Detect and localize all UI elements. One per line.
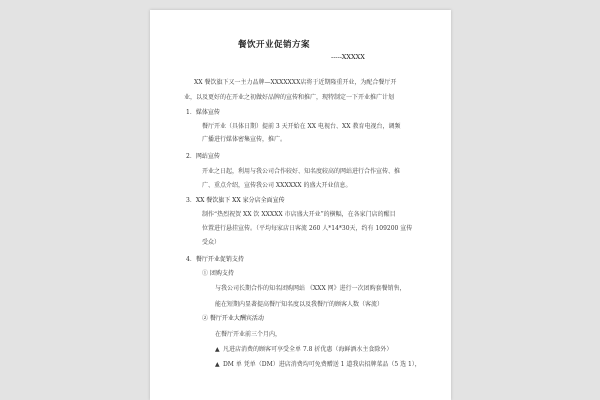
subsection-line: 能在短期内显著提高餐厅知名度以及我餐厅的顾客人数（客流） bbox=[215, 301, 384, 308]
section-heading: 2．网站宣传 bbox=[186, 153, 220, 160]
bullet-item: DM 单 凭单（DM）进店消费均可免费赠送 1 道我店招牌菜品（5 选 1）， bbox=[223, 361, 421, 368]
bullet-item: 凡进店消费的顾客可享受全单 7.8 折优惠（海鲜酒水主食除外） bbox=[223, 346, 393, 353]
subsection-heading: ① 团购支持 bbox=[202, 270, 234, 277]
section-line: 广播进行媒体密集宣传，推广。 bbox=[202, 136, 287, 143]
triangle-bullet-icon: ▲ bbox=[215, 346, 220, 353]
section-heading: 1．媒体宣传 bbox=[186, 109, 220, 116]
section-line: 餐厅开业（具体日期）提前 3 天开始在 XX 电视台、XX 教育电视台，调频 bbox=[202, 123, 401, 130]
intro-line: XX 餐饮旗下又一主力品牌—XXXXXXX店将于近期隆重开业，为配合餐厅开 bbox=[194, 79, 397, 86]
document-title: 餐饮开业促销方案 bbox=[238, 40, 311, 50]
subsection-heading: ② 餐厅开业大酬宾活动 bbox=[202, 315, 264, 322]
subsection-line: 与我公司长期合作的知名团购网站 《XXX 网》进行一次团购套餐销售， bbox=[215, 285, 406, 292]
section-line: 受众） bbox=[202, 239, 221, 246]
subsection-line: 在餐厅开业前三个月内， bbox=[215, 331, 282, 338]
section-line: 开业之日起，利用与我公司合作较好、知名度较高的网站进行合作宣传、推 bbox=[202, 168, 401, 175]
section-line: 广、重点介绍，宣传我公司 XXXXXX 的盛大开业信息。 bbox=[202, 182, 352, 189]
triangle-bullet-icon: ▲ bbox=[215, 361, 220, 368]
document-page bbox=[150, 10, 451, 400]
document-author: -----XXXXX bbox=[331, 53, 365, 61]
section-line: 位置进行悬挂宣传。（平均每家店日客流 260 人*14*30天，约有 109200 宣传 bbox=[202, 225, 413, 232]
section-heading: 4．餐厅开业促销支持 bbox=[186, 256, 244, 263]
section-heading: 3．XX 餐饮旗下 XX 家分店全面宣传 bbox=[186, 197, 285, 204]
intro-line: 业，以及更好的在开业之初做好品牌的宣传和推广，现特制定一下开业推广计划 bbox=[184, 94, 395, 101]
section-line: 制作“热烈祝贺 XX 饮 XXXXX 市店盛大开业”的横幅，在各家门店的醒目 bbox=[202, 211, 396, 218]
